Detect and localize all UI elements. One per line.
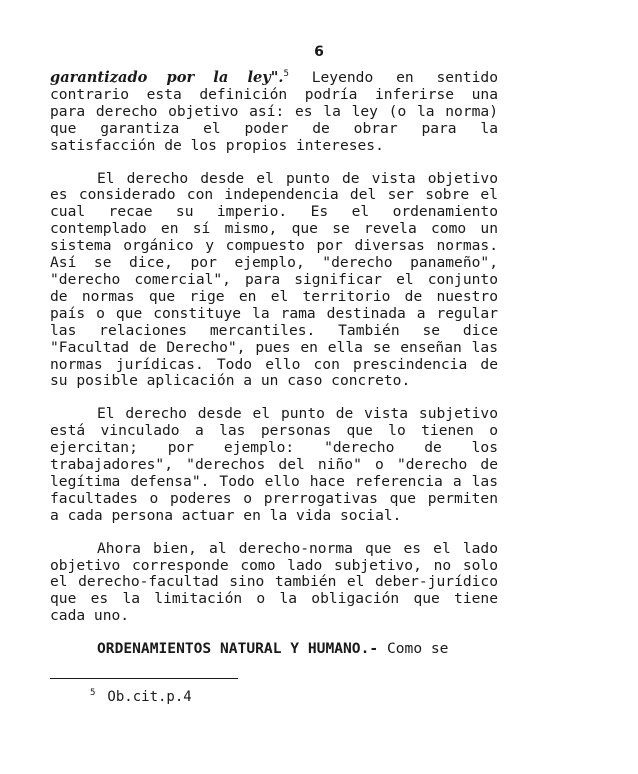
footnote-reference: 5 [283, 69, 289, 80]
paragraph-2-text: El derecho desde el punto de vista objetivo es considerado con independencia del ser sobre el cual recae su imperio. Es el ordenamiento contemplado en sí mismo, que se revela como un sistema orgánico y compuesto por diversas normas. Así se dice, por ejemplo, "derecho panameño", "derecho comercial", para significar el conjunto de normas que rige en el territorio de nuestro país o que constituye la rama destinada a regular las relaciones mercantiles. También se dice "Facultad de Derecho", pues en ella se enseñan las normas jurídicas. Todo ello con prescindencia de su posible aplicación a un caso concreto. [50, 169, 498, 390]
footnote [90, 688, 192, 706]
footnote-divider [50, 678, 238, 679]
paragraph-1-text: Leyendo en sentido contrario esta definición podría inferirse una para derecho objetivo así: es la ley (o la norma) que garantiza el poder de obrar para la satisfacción de los propios intereses. [50, 69, 499, 154]
paragraph-1 [50, 70, 498, 155]
paragraph-4-text: Ahora bien, al derecho-norma que es el lado objetivo corresponde como lado subjetivo, no solo el derecho-facultad sino también el deber-jurídico que es la limitación o la obligación que tiene cada uno. [50, 539, 498, 625]
quote-ending: garantizado por la ley". [50, 69, 284, 86]
body-text [50, 70, 498, 674]
footnote-text: Ob.cit.p.4 [107, 689, 192, 705]
paragraph-5-text: Como se [378, 640, 449, 658]
paragraph-4 [50, 541, 498, 626]
page-number: 6 [314, 44, 324, 60]
paragraph-5 [50, 641, 498, 658]
section-heading: ORDENAMIENTOS NATURAL Y HUMANO.- [97, 640, 379, 658]
paragraph-2 [50, 171, 498, 391]
paragraph-3-text: El derecho desde el punto de vista subjetivo está vinculado a las personas que lo tienen o ejercitan; por ejemplo: "derecho de los trabajadores", "derechos del niño" o "derecho de legítima defensa". Todo ello hace referencia a las facultades o poderes o prerrogativas que permiten a cada persona actuar en la vida social. [50, 405, 498, 524]
footnote-marker: 5 [90, 688, 96, 699]
paragraph-3 [50, 406, 498, 524]
